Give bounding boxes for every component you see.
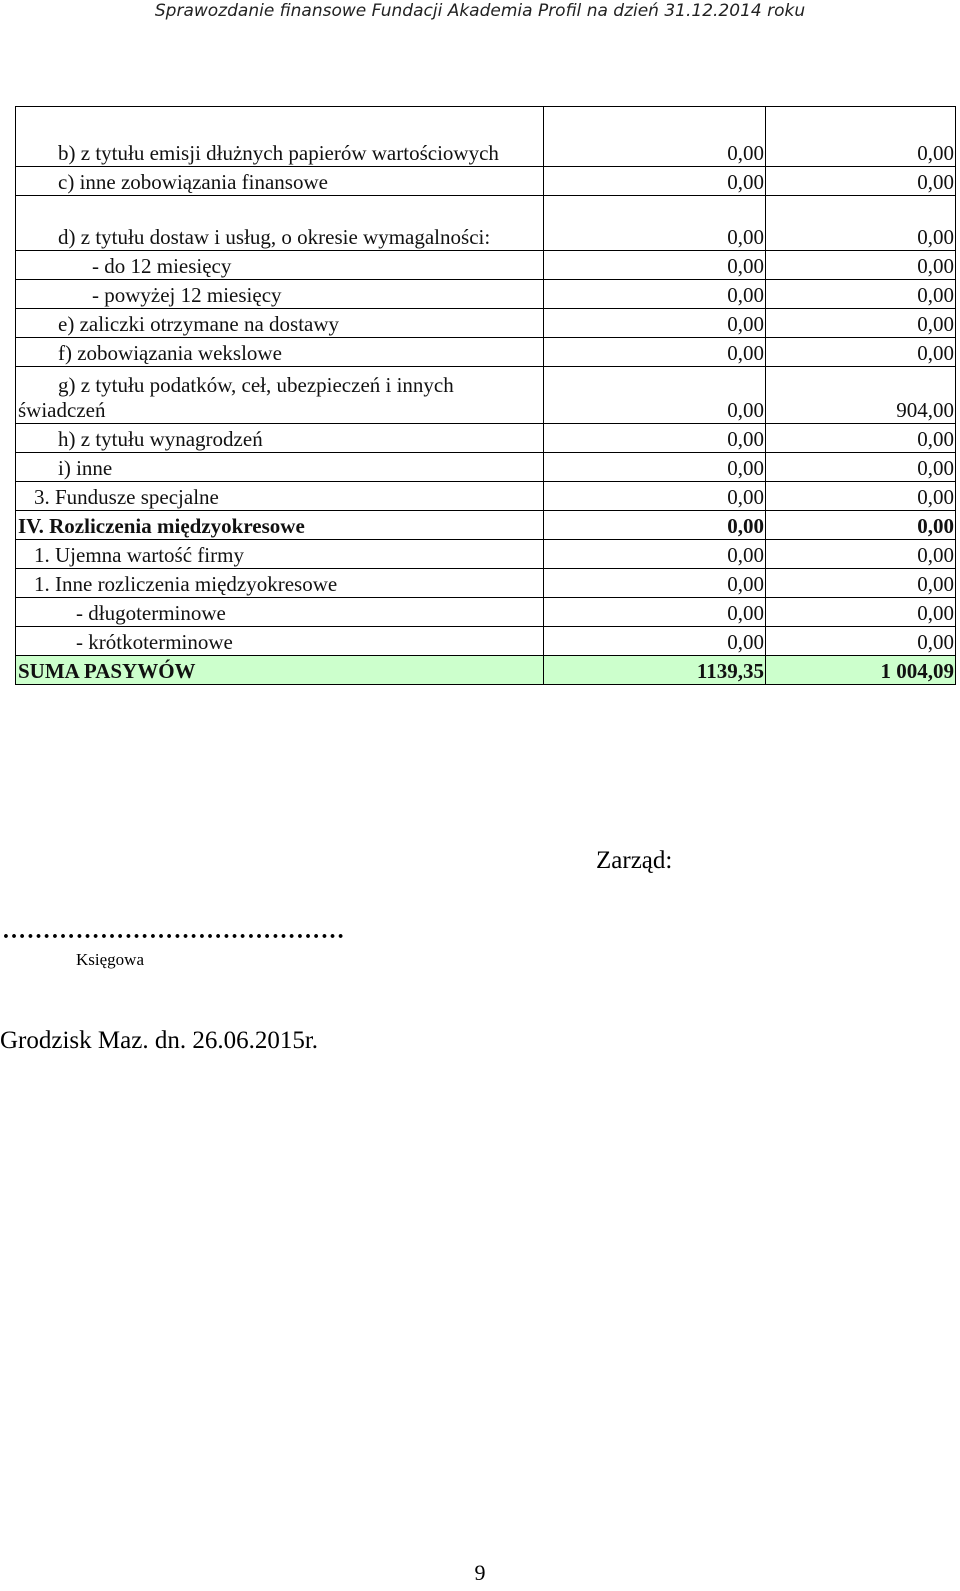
value-current-year: 0,00	[544, 338, 766, 367]
value-previous-year: 0,00	[766, 167, 956, 196]
row-label: - do 12 miesięcy	[16, 251, 544, 280]
value-previous-year: 0,00	[766, 309, 956, 338]
value-previous-year: 0,00	[766, 627, 956, 656]
value-previous-year: 0,00	[766, 598, 956, 627]
value-current-year: 0,00	[544, 107, 766, 167]
row-label: - powyżej 12 miesięcy	[16, 280, 544, 309]
row-label: e) zaliczki otrzymane na dostawy	[16, 309, 544, 338]
row-label: - długoterminowe	[16, 598, 544, 627]
value-current-year: 0,00	[544, 627, 766, 656]
row-label: 1. Ujemna wartość firmy	[16, 540, 544, 569]
table-row	[16, 424, 956, 453]
table-row-section	[16, 511, 956, 540]
page-number: 9	[474, 1560, 486, 1585]
value-previous-year: 0,00	[766, 251, 956, 280]
value-previous-year: 0,00	[766, 280, 956, 309]
place-and-date: Grodzisk Maz. dn. 26.06.2015r.	[0, 1027, 319, 1054]
value-current-year: 0,00	[544, 309, 766, 338]
value-previous-year: 904,00	[766, 367, 956, 424]
table-row	[16, 338, 956, 367]
row-label: 3. Fundusze specjalne	[16, 482, 544, 511]
value-previous-year: 0,00	[766, 424, 956, 453]
value-previous-year: 0,00	[766, 453, 956, 482]
value-current-year: 0,00	[544, 196, 766, 251]
value-previous-year: 0,00	[766, 482, 956, 511]
row-label: 1. Inne rozliczenia międzyokresowe	[16, 569, 544, 598]
value-current-year: 0,00	[544, 569, 766, 598]
table-row	[16, 280, 956, 309]
row-label: d) z tytułu dostaw i usług, o okresie wymagalności:	[16, 196, 544, 251]
row-label: f) zobowiązania wekslowe	[16, 338, 544, 367]
value-previous-year: 0,00	[766, 107, 956, 167]
table-row-total	[16, 656, 956, 685]
table-row	[16, 196, 956, 251]
value-current-year: 0,00	[544, 424, 766, 453]
table-row	[16, 482, 956, 511]
total-label: SUMA PASYWÓW	[16, 656, 544, 685]
table-row	[16, 453, 956, 482]
value-previous-year: 0,00	[766, 338, 956, 367]
value-current-year: 0,00	[544, 280, 766, 309]
signature-line: ……………………………………	[2, 918, 345, 944]
row-label: h) z tytułu wynagrodzeń	[16, 424, 544, 453]
total-previous-year: 1 004,09	[766, 656, 956, 685]
value-current-year: 0,00	[544, 511, 766, 540]
value-previous-year: 0,00	[766, 569, 956, 598]
table-row	[16, 107, 956, 167]
table-row	[16, 309, 956, 338]
table-row	[16, 540, 956, 569]
value-current-year: 0,00	[544, 453, 766, 482]
liabilities-table	[15, 106, 956, 685]
row-label: i) inne	[16, 453, 544, 482]
table-row	[16, 167, 956, 196]
accountant-label: Księgowa	[76, 950, 144, 969]
value-previous-year: 0,00	[766, 196, 956, 251]
value-current-year: 0,00	[544, 251, 766, 280]
page-header: Sprawozdanie finansowe Fundacji Akademia Profil na dzień 31.12.2014 roku	[154, 1, 806, 21]
total-current-year: 1139,35	[544, 656, 766, 685]
value-previous-year: 0,00	[766, 511, 956, 540]
value-previous-year: 0,00	[766, 540, 956, 569]
management-label: Zarząd:	[596, 847, 673, 874]
row-label: g) z tytułu podatków, ceł, ubezpieczeń i innych świadczeń	[16, 367, 544, 424]
table-row	[16, 367, 956, 424]
value-current-year: 0,00	[544, 540, 766, 569]
table-row	[16, 627, 956, 656]
value-current-year: 0,00	[544, 167, 766, 196]
table-row	[16, 569, 956, 598]
table-row	[16, 251, 956, 280]
row-label: c) inne zobowiązania finansowe	[16, 167, 544, 196]
row-label: - krótkoterminowe	[16, 627, 544, 656]
value-current-year: 0,00	[544, 482, 766, 511]
row-label: b) z tytułu emisji dłużnych papierów wartościowych	[16, 107, 544, 167]
table-row	[16, 598, 956, 627]
value-current-year: 0,00	[544, 598, 766, 627]
value-current-year: 0,00	[544, 367, 766, 424]
row-label: IV. Rozliczenia międzyokresowe	[16, 511, 544, 540]
